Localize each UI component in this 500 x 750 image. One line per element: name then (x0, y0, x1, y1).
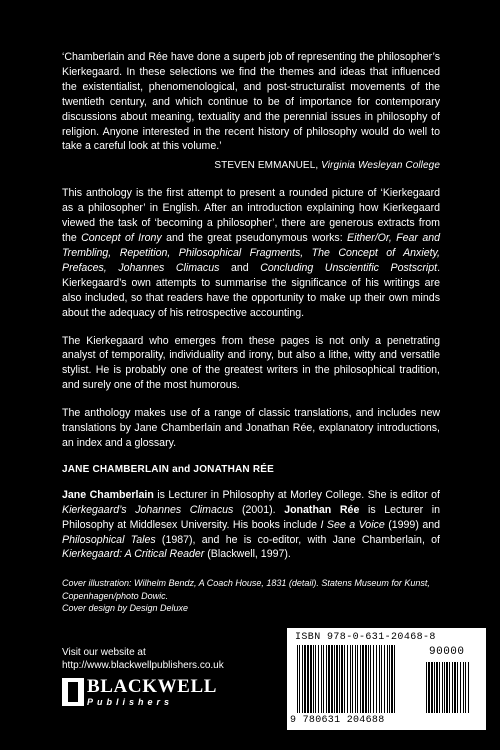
quote-affiliation: Virginia Wesleyan College (321, 160, 440, 172)
authors-heading: JANE CHAMBERLAIN and JONATHAN RÉE (62, 463, 274, 475)
cover-illustration-credit: Cover illustration: Wilhelm Bendz, A Coach House, 1831 (detail). Statens Museum for Kunst, Copenhagen/photo Dowic. (62, 578, 430, 601)
publisher-footer (62, 646, 262, 707)
addon-digits: 90000 (429, 646, 465, 658)
back-cover-text (62, 50, 440, 615)
isbn-barcode (287, 628, 486, 730)
isbn-number: ISBN 978-0-631-20468-8 (295, 632, 436, 643)
logo-subtitle: Publishers (87, 697, 174, 707)
barcode-stripe (469, 662, 470, 713)
blackwell-logo-icon (62, 678, 84, 706)
description-paragraph-2: The Kierkegaard who emerges from these pages is not only a penetrating analyst of temporality, individuality and irony, but also a lithe, witty and versatile stylist. He is probably one of the greatest writers in the philosophical tradition, and surely one of the most humorous. (62, 334, 440, 392)
publisher-logo (62, 677, 262, 707)
quote-attribution (62, 160, 440, 171)
barcode-bars (297, 645, 421, 713)
barcode-stripe (395, 645, 396, 713)
cover-design-credit: Cover design by Design Deluxe (62, 603, 189, 614)
visit-text: Visit our website at (62, 647, 146, 658)
website-link[interactable]: http://www.blackwellpublishers.co.uk (62, 660, 224, 671)
review-quote: ‘Chamberlain and Rée have done a superb job of representing the philosopher’s Kierkegaard. In these selections we find the themes and ideas that influenced the existentialist, phenomenological, and post-structuralist movements of the twentieth century, and which continue to be of importance for contemporary discussions about meaning, textuality and the perennial issues in philosophy of religion. Anyone interested in the recent history of philosophy would do well to take a careful look at this volume.’ (62, 51, 440, 153)
author-bios: Jane Chamberlain is Lecturer in Philosophy at Morley College. She is editor of Kierkegaard’s Johannes Climacus (2001). Jonathan Rée is Lecturer in Philosophy at Middlesex University. His books include I See a Voice (1999) and Philosophical Tales (1987), and he is co-editor, with Jane Chamberlain, of Kierkegaard: A Critical Reader (Blackwell, 1997). (62, 488, 441, 561)
description-paragraph-1: This anthology is the first attempt to present a rounded picture of ‘Kierkegaard as a philosopher’ in English. After an introduction explaining how Kierkegaard viewed the task of ‘becoming a philosopher’, there are generous extracts from the Concept of Irony and the great pseudonymous works: Either/Or, Fear and Trembling, Repetition, Philosophical Fragments, The Concept of Anxiety, Prefaces, Johannes Climacus and Concluding Unscientific Postscript. Kierkegaard’s own attempts to summarise the significance of his writings are also included, so that readers have the opportunity to make up their own minds about the adequacy of his retrospective accounting. (62, 187, 441, 319)
quote-author: STEVEN EMMANUEL, (214, 160, 319, 172)
description-paragraph-3: The anthology makes use of a range of classic translations, and includes new translations by Jane Chamberlain and Jonathan Rée, explanatory introductions, an index and a glossary. (62, 407, 440, 449)
addon-barcode-bars (426, 662, 474, 713)
logo-wordmark: BLACKWELL (87, 676, 217, 697)
ean-digits: 9 780631 204688 (290, 715, 385, 726)
